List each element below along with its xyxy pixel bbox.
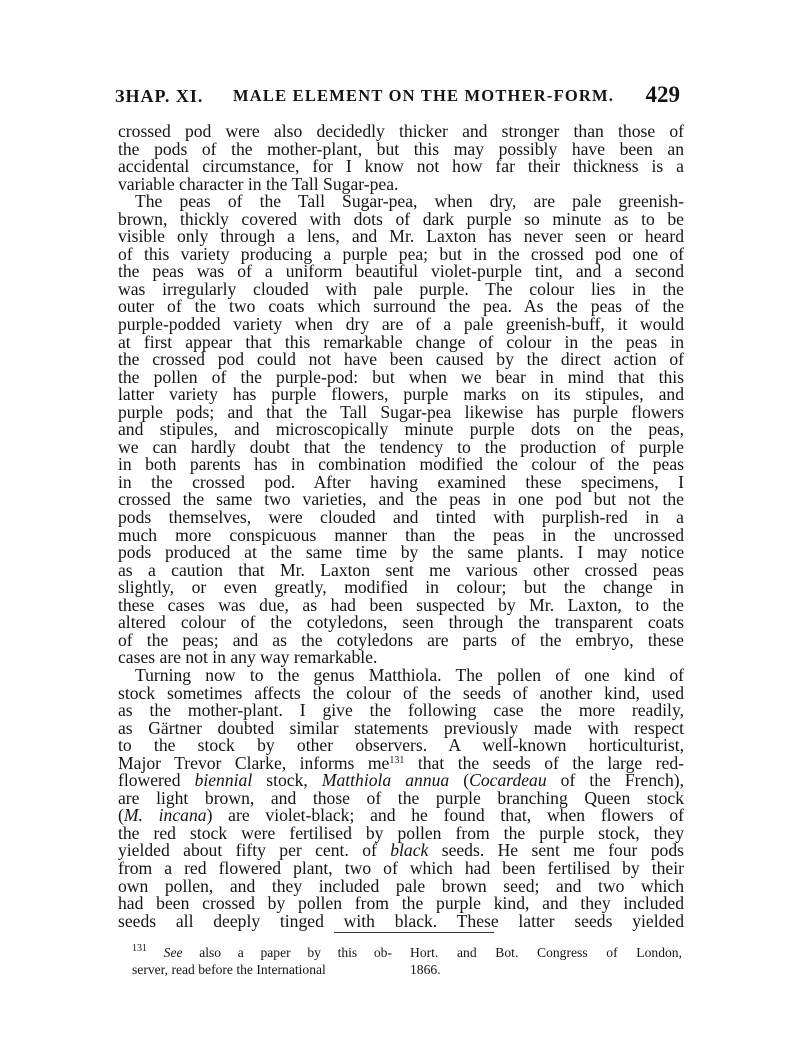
text-line: in both parents has in combination modified the colour of the peas: [118, 454, 684, 475]
footnote-line: 1866.: [410, 962, 441, 977]
text-run: also a paper by this ob-: [182, 945, 392, 960]
running-head: [115, 82, 680, 114]
footnote-see: See: [163, 945, 183, 960]
text-run: that the seeds of the large red-: [404, 752, 684, 773]
text-line: visible only through a lens, and Mr. Laxton has never seen or heard: [118, 226, 684, 247]
text-line: as the mother-plant. I give the following case the more readily,: [118, 700, 684, 721]
text-run: of the French),: [546, 770, 684, 791]
body-text: [118, 123, 684, 930]
text-line: to the stock by other observers. A well-known horticulturist,: [118, 735, 684, 756]
text-line: from a red flowered plant, two of which had been fertilised by their: [118, 857, 684, 878]
text-line: and stipules, and microscopically minute purple dots on the peas,: [118, 419, 684, 440]
text-line: variable character in the Tall Sugar-pea.: [118, 173, 399, 194]
text-line: slightly, or even greatly, modified in colour; but the change in: [118, 577, 684, 598]
footnote-line: server, read before the International: [132, 962, 326, 977]
text-line: as a caution that Mr. Laxton sent me various other crossed peas: [118, 559, 684, 580]
text-line: of the peas; and as the cotyledons are parts of the embryo, these: [118, 629, 684, 650]
text-line: The peas of the Tall Sugar-pea, when dry, are pale greenish-: [135, 191, 684, 212]
text-line: crossed pod were also decidedly thicker and stronger than those of: [118, 121, 684, 141]
footnote-number: 131: [132, 943, 147, 954]
text-line: these cases was due, as had been suspected by Mr. Laxton, to the: [118, 594, 684, 615]
text-line: we can hardly doubt that the tendency to the production of purple: [118, 436, 684, 457]
text-line: outer of the two coats which surround the pea. As the peas of the: [118, 296, 684, 317]
text-run: (: [449, 770, 470, 791]
italic-term: Cocardeau: [469, 770, 547, 791]
text-run: seeds. He sent me four pods: [428, 840, 684, 861]
text-line: in the crossed pod. After having examined these specimens, I: [118, 471, 684, 492]
text-line: own pollen, and they included pale brown seed; and two which: [118, 875, 684, 896]
running-title: MALE ELEMENT ON THE MOTHER-FORM.: [233, 86, 615, 105]
text-line: the red stock were fertilised by pollen from the purple stock, they: [118, 822, 684, 843]
italic-term: Matthiola annua: [321, 770, 450, 791]
text-line: of this variety producing a purple pea; but in the crossed pod one of: [118, 243, 684, 264]
text-line: the pods of the mother-plant, but this may possibly have been an: [118, 138, 684, 159]
text-line: accidental circumstance, for I know not how far their thickness is a: [118, 156, 684, 177]
text-line: latter variety has purple flowers, purple marks on its stipules, and: [118, 384, 684, 405]
text-line: as Gärtner doubted similar statements previously made with respect: [118, 717, 684, 738]
text-line: was irregularly clouded with pale purple. The colour lies in the: [118, 278, 684, 299]
text-run: flowered: [118, 770, 195, 791]
italic-term: black: [390, 840, 429, 861]
text-line: purple-podded variety when dry are of a pale greenish-buff, it would: [118, 314, 684, 335]
text-line: purple pods; and that the Tall Sugar-pea likewise has purple flowers: [118, 401, 684, 422]
text-run: (: [118, 805, 124, 826]
text-line: are light brown, and those of the purple branching Queen stock: [118, 787, 684, 808]
text-line: had been crossed by pollen from the purple kind, and they included: [118, 893, 684, 914]
footnote-left-column: [132, 944, 392, 978]
text-line: much more conspicuous manner than the peas in the uncrossed: [118, 524, 684, 545]
footnote-line: [132, 944, 392, 961]
chapter-label: ЗHAP. XI.: [115, 86, 204, 106]
footnote-ref[interactable]: 131: [389, 754, 405, 766]
italic-term: biennial: [194, 770, 253, 791]
text-run: Major Trevor Clarke, informs me: [118, 752, 390, 773]
text-line: brown, thickly covered with dots of dark purple so minute as to be: [118, 208, 684, 229]
text-line: the pollen of the purple-pod: but when we bear in mind that this: [118, 366, 684, 387]
text-line: the peas was of a uniform beautiful violet-purple tint, and a second: [118, 261, 684, 282]
footnote-divider: [334, 932, 494, 933]
text-run: stock,: [252, 770, 322, 791]
footnote-right-column: [410, 944, 682, 978]
text-line: altered colour of the cotyledons, seen through the transparent coats: [118, 612, 684, 633]
text-line: the crossed pod could not have been caused by the direct action of: [118, 349, 684, 370]
text-line: stock sometimes affects the colour of the seeds of another kind, used: [118, 682, 684, 703]
text-line: pods themselves, were clouded and tinted with purplish-red in a: [118, 507, 684, 528]
text-line: seeds all deeply tinged with black. These latter seeds yielded: [118, 910, 684, 931]
text-line: cases are not in any way remarkable.: [118, 647, 378, 668]
page-number: 429: [645, 82, 680, 107]
text-line: Turning now to the genus Matthiola. The pollen of one kind of: [135, 664, 684, 685]
footnote-line: Hort. and Bot. Congress of London,: [410, 945, 682, 960]
text-run: ) are violet-black; and he found that, when flowers of: [206, 805, 684, 826]
text-line: crossed the same two varieties, and the peas in one pod but not the: [118, 489, 684, 510]
italic-term: M. incana: [123, 805, 207, 826]
text-run: yielded about fifty per cent. of: [118, 840, 391, 861]
text-line: at first appear that this remarkable change of colour in the peas in: [118, 331, 684, 352]
text-line: pods produced at the same time by the same plants. I may notice: [118, 542, 684, 563]
